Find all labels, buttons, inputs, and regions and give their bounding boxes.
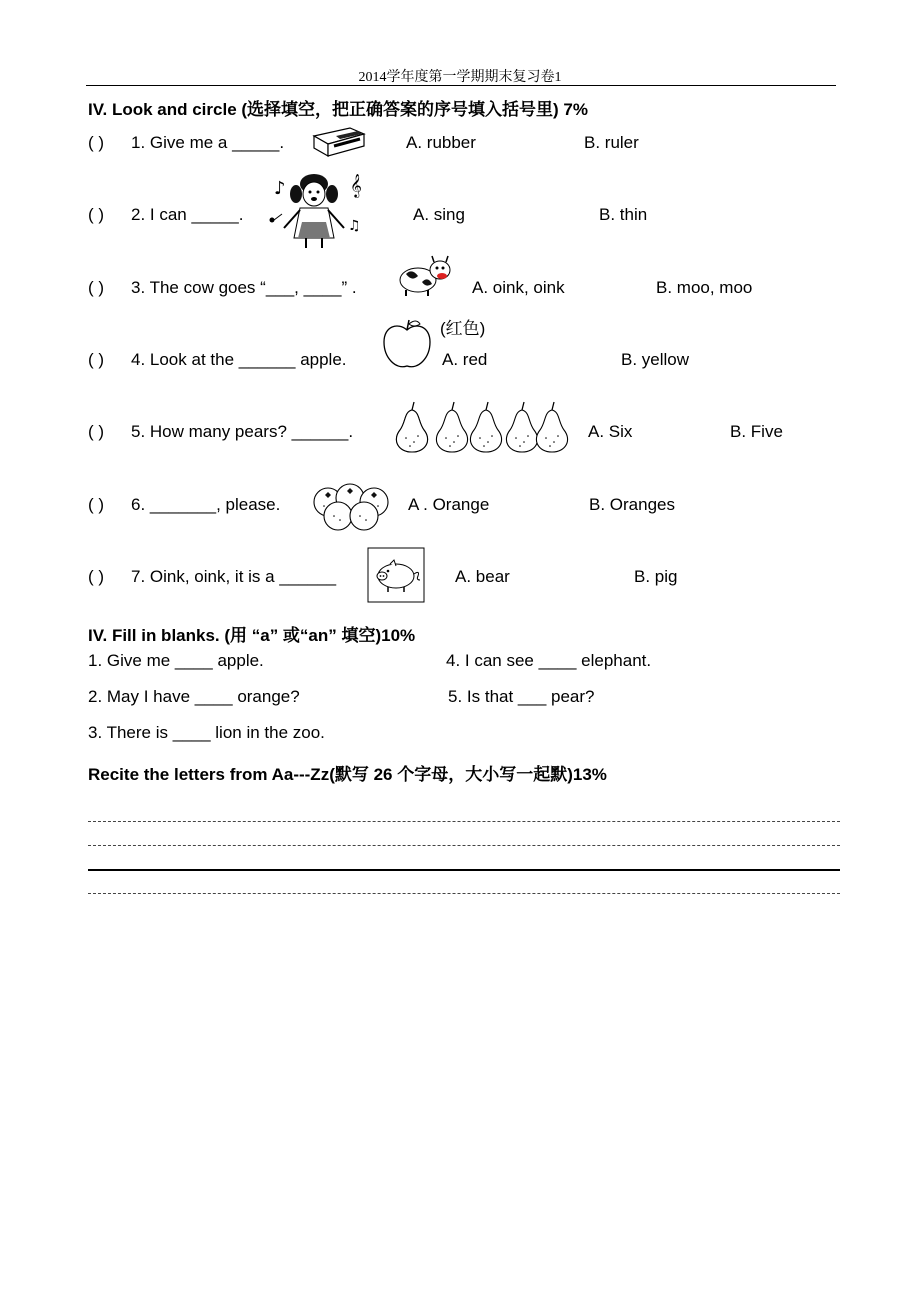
- option-1a[interactable]: A. rubber: [406, 133, 476, 152]
- writing-line-top: [88, 821, 840, 822]
- option-6b[interactable]: B. Oranges: [589, 495, 675, 514]
- answer-paren-1[interactable]: ( ): [88, 133, 105, 152]
- question-1-text: 1. Give me a _____.: [131, 133, 285, 152]
- option-3b[interactable]: B. moo, moo: [656, 278, 753, 297]
- option-5a[interactable]: A. Six: [588, 422, 633, 441]
- page-header: 2014学年度第一学期期末复习卷1: [358, 70, 562, 85]
- answer-paren-6[interactable]: ( ): [88, 495, 105, 514]
- blank-item-5: 5. Is that ___ pear?: [448, 687, 595, 706]
- blank-item-4: 4. I can see ____ elephant.: [446, 651, 652, 670]
- option-4b[interactable]: B. yellow: [621, 350, 690, 369]
- answer-paren-5[interactable]: ( ): [88, 422, 105, 441]
- answer-paren-4[interactable]: ( ): [88, 350, 105, 369]
- svg-text:𝄞: 𝄞: [350, 173, 362, 197]
- option-2a[interactable]: A. sing: [413, 205, 465, 224]
- answer-paren-2[interactable]: ( ): [88, 205, 105, 224]
- answer-paren-7[interactable]: ( ): [88, 567, 105, 586]
- pig-icon: [366, 546, 426, 604]
- option-7b[interactable]: B. pig: [634, 567, 678, 586]
- option-2b[interactable]: B. thin: [599, 205, 648, 224]
- option-7a[interactable]: A. bear: [455, 567, 510, 586]
- section-title-recite-letters: Recite the letters from Aa---Zz(默写 26 个字母，大小写一起默)13%: [88, 765, 607, 784]
- option-3a[interactable]: A. oink, oink: [472, 278, 565, 297]
- blank-item-2: 2. May I have ____ orange?: [88, 687, 300, 706]
- question-4-note: (红色): [440, 319, 486, 338]
- writing-line-upper-mid: [88, 845, 840, 846]
- option-4a[interactable]: A. red: [442, 350, 488, 369]
- question-5-text: 5. How many pears? ______.: [131, 422, 354, 441]
- eraser-icon: [310, 124, 366, 158]
- question-7-text: 7. Oink, oink, it is a ______: [131, 567, 337, 586]
- option-6a[interactable]: A . Orange: [408, 495, 490, 514]
- option-5b[interactable]: B. Five: [730, 422, 783, 441]
- oranges-icon: [308, 480, 398, 532]
- section-title-fill-in-blanks: IV. Fill in blanks. (用 “a” 或“an” 填空)10%: [88, 626, 416, 645]
- svg-text:♪: ♪: [274, 178, 286, 199]
- singing-girl-icon: [264, 168, 370, 250]
- pears-icon: [390, 400, 574, 454]
- option-1b[interactable]: B. ruler: [584, 133, 639, 152]
- question-2-text: 2. I can _____.: [131, 205, 244, 224]
- writing-line-bottom: [88, 893, 840, 894]
- blank-item-3: 3. There is ____ lion in the zoo.: [88, 723, 325, 742]
- cow-icon: [396, 252, 456, 298]
- answer-paren-3[interactable]: ( ): [88, 278, 105, 297]
- blank-item-1: 1. Give me ____ apple.: [88, 651, 264, 670]
- apple-icon: [380, 316, 434, 372]
- question-3-text: 3. The cow goes “___, ____” .: [131, 278, 357, 297]
- question-4-text: 4. Look at the ______ apple.: [131, 350, 347, 369]
- question-6-text: 6. _______, please.: [131, 495, 281, 514]
- svg-text:♫: ♫: [348, 218, 361, 234]
- writing-baseline: [88, 869, 840, 871]
- section-title-look-and-circle: IV. Look and circle (选择填空，把正确答案的序号填入括号里) 7%: [88, 100, 588, 119]
- header-rule: [86, 85, 836, 86]
